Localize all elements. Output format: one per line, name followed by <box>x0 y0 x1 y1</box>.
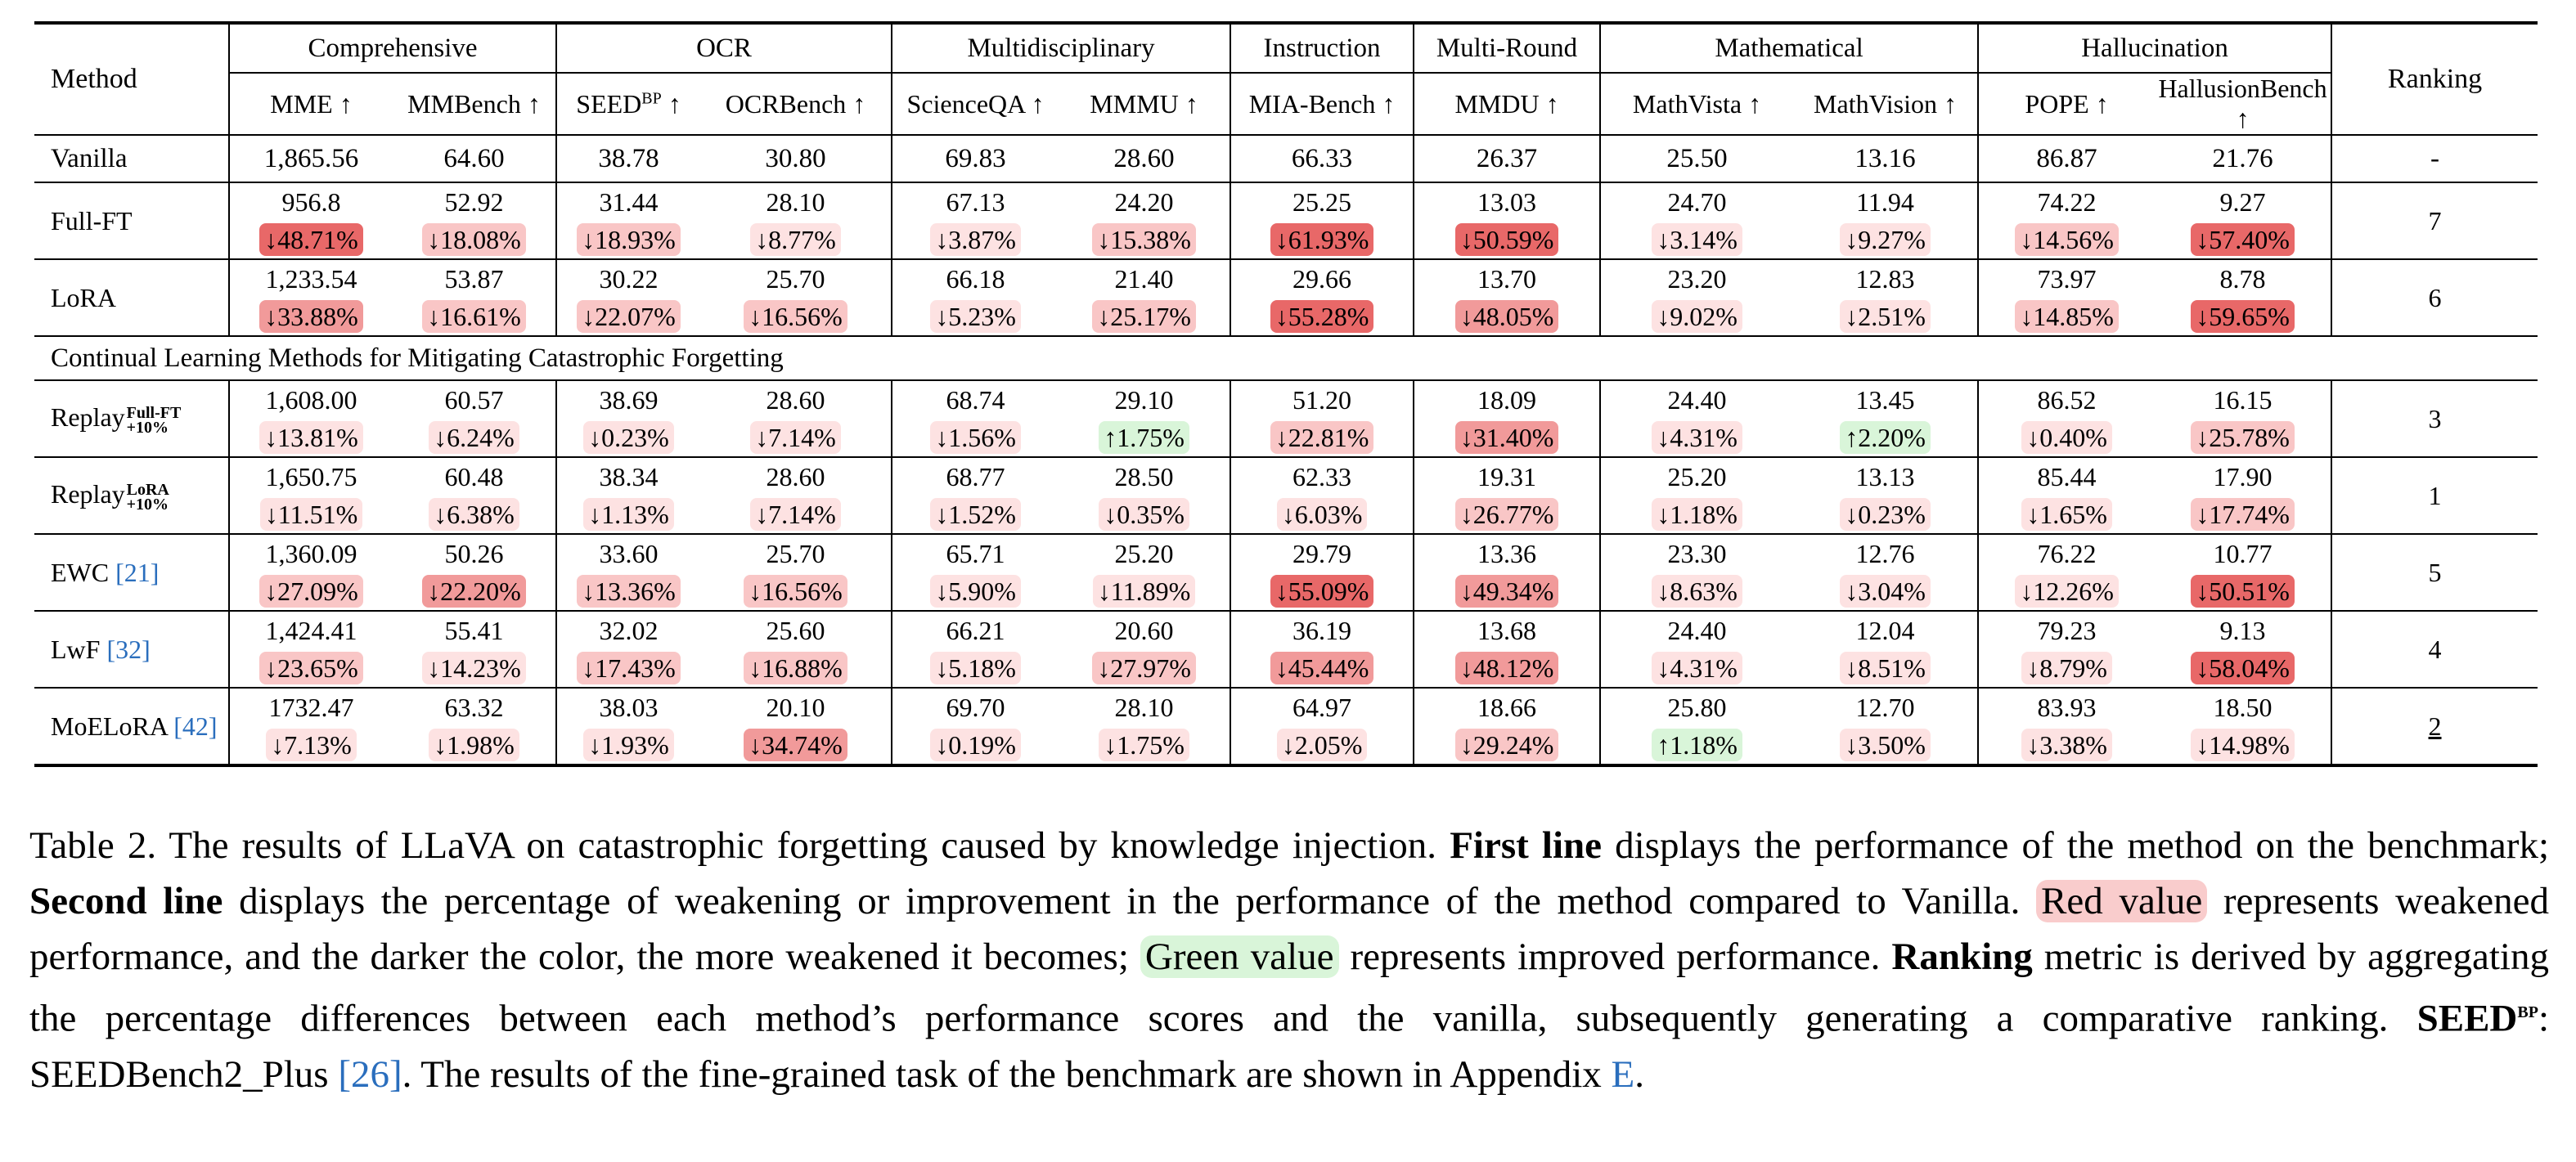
delta-badge: ↓13.36% <box>577 575 681 608</box>
value-cell: 65.71 ↓5.90% <box>892 534 1059 611</box>
bench-ocrbench: OCRBench ↑ <box>700 73 892 135</box>
delta-badge: ↑1.75% <box>1099 421 1189 454</box>
delta-badge: ↓7.14% <box>750 498 841 531</box>
delta-badge: ↓1.13% <box>583 498 674 531</box>
group-ocr: OCR <box>556 23 892 73</box>
delta-badge: ↑1.18% <box>1652 729 1742 761</box>
value-cell: 24.70 ↓3.14% <box>1600 182 1793 259</box>
value-cell: 63.32 ↓1.98% <box>393 688 556 765</box>
value-cell: 53.87 ↓16.61% <box>393 259 556 336</box>
delta-badge: ↓3.38% <box>2021 729 2112 761</box>
delta-badge: ↓50.59% <box>1455 223 1559 256</box>
method-name: Vanilla <box>34 135 229 182</box>
method-header: Method <box>34 23 229 135</box>
table-row <box>34 259 2538 336</box>
delta-badge: ↓1.93% <box>583 729 674 761</box>
delta-badge: ↓16.56% <box>744 300 847 333</box>
group-multidisciplinary: Multidisciplinary <box>892 23 1230 73</box>
ranking-cell: 3 <box>2331 380 2538 457</box>
delta-badge: ↓11.89% <box>1093 575 1195 608</box>
ranking-cell: 4 <box>2331 611 2538 688</box>
delta-badge: ↓11.51% <box>260 498 362 531</box>
value-cell: 30.22 ↓22.07% <box>556 259 700 336</box>
delta-badge: ↓6.24% <box>429 421 519 454</box>
value-cell: 66.33 <box>1230 135 1414 182</box>
delta-badge: ↓33.88% <box>259 300 363 333</box>
value-cell: 24.20 ↓15.38% <box>1059 182 1230 259</box>
ranking-cell: - <box>2331 135 2538 182</box>
value-cell: 21.76 <box>2155 135 2331 182</box>
delta-badge: ↓23.65% <box>259 652 363 684</box>
value-cell: 29.66 ↓55.28% <box>1230 259 1414 336</box>
value-cell: 60.48 ↓6.38% <box>393 457 556 534</box>
method-name: Replay Full-FT +10% <box>34 380 229 457</box>
value-cell: 18.09 ↓31.40% <box>1414 380 1600 457</box>
delta-badge: ↓16.61% <box>422 300 526 333</box>
value-cell: 1,865.56 <box>229 135 393 182</box>
value-cell: 28.60 ↓7.14% <box>700 380 892 457</box>
value-cell: 13.13 ↓0.23% <box>1793 457 1978 534</box>
delta-badge: ↓25.17% <box>1092 300 1196 333</box>
table-caption: Table 2. The results of LLaVA on catastrophic forgetting caused by knowledge injection. First line displays the performance of the method on the benchmark; Second line displays the percentage of weakening or improvement in the performance of the method compared to Vanilla. Red value represents weakened performance, and the darker the color, the more weakened it becomes; Green value represents improved performance. Ranking metric is derived by aggregating the percentage differences between each method’s performance scores and the vanilla, subsequently generating a comparative ranking. $SEED^{BP}$: SEEDBench2_Plus [26]. The results of the fine-grained task of the benchmark are shown in Appendix E. <box>29 824 2549 1096</box>
citation-link[interactable]: [26] <box>338 1052 402 1096</box>
delta-badge: ↓18.08% <box>422 223 526 256</box>
value-cell: 24.40 ↓4.31% <box>1600 611 1793 688</box>
value-cell: 83.93 ↓3.38% <box>1978 688 2155 765</box>
method-name: EWC [21] <box>34 534 229 611</box>
value-cell: 1,233.54 ↓33.88% <box>229 259 393 336</box>
method-citation[interactable]: [42] <box>173 711 218 741</box>
delta-badge: ↓0.35% <box>1099 498 1189 531</box>
delta-badge: ↓59.65% <box>2191 300 2295 333</box>
value-cell: 76.22 ↓12.26% <box>1978 534 2155 611</box>
delta-badge: ↑2.20% <box>1840 421 1931 454</box>
group-multi-round: Multi-Round <box>1414 23 1600 73</box>
value-cell: 18.66 ↓29.24% <box>1414 688 1600 765</box>
delta-badge: ↓1.75% <box>1099 729 1189 761</box>
delta-badge: ↓14.85% <box>2015 300 2119 333</box>
value-cell: 69.83 <box>892 135 1059 182</box>
value-cell: 25.50 <box>1600 135 1793 182</box>
value-cell: 79.23 ↓8.79% <box>1978 611 2155 688</box>
delta-badge: ↓0.23% <box>583 421 674 454</box>
delta-badge: ↓5.18% <box>930 652 1021 684</box>
delta-badge: ↓12.26% <box>2015 575 2119 608</box>
ranking-cell: 1 <box>2331 457 2538 534</box>
value-cell: 1732.47 ↓7.13% <box>229 688 393 765</box>
delta-badge: ↓55.09% <box>1270 575 1374 608</box>
delta-badge: ↓8.79% <box>2021 652 2112 684</box>
delta-badge: ↓7.14% <box>750 421 841 454</box>
value-cell: 38.69 ↓0.23% <box>556 380 700 457</box>
value-cell: 51.20 ↓22.81% <box>1230 380 1414 457</box>
delta-badge: ↓1.56% <box>930 421 1021 454</box>
delta-badge: ↓22.07% <box>577 300 681 333</box>
value-cell: 25.25 ↓61.93% <box>1230 182 1414 259</box>
delta-badge: ↓58.04% <box>2191 652 2295 684</box>
value-cell: 1,650.75 ↓11.51% <box>229 457 393 534</box>
value-cell: 11.94 ↓9.27% <box>1793 182 1978 259</box>
value-cell: 10.77 ↓50.51% <box>2155 534 2331 611</box>
delta-badge: ↓22.81% <box>1270 421 1374 454</box>
bench-mmbench: MMBench ↑ <box>393 73 556 135</box>
delta-badge: ↓49.34% <box>1455 575 1559 608</box>
value-cell: 13.45 ↑2.20% <box>1793 380 1978 457</box>
delta-badge: ↓18.93% <box>577 223 681 256</box>
bench-mia: MIA-Bench ↑ <box>1230 73 1414 135</box>
delta-badge: ↓7.13% <box>266 729 357 761</box>
delta-badge: ↓9.27% <box>1840 223 1931 256</box>
value-cell: 24.40 ↓4.31% <box>1600 380 1793 457</box>
value-cell: 66.21 ↓5.18% <box>892 611 1059 688</box>
value-cell: 60.57 ↓6.24% <box>393 380 556 457</box>
group-instruction: Instruction <box>1230 23 1414 73</box>
table-row <box>34 688 2538 765</box>
bench-hallusionbench: HallusionBench ↑ <box>2155 73 2331 135</box>
value-cell: 9.13 ↓58.04% <box>2155 611 2331 688</box>
delta-badge: ↓27.97% <box>1092 652 1196 684</box>
delta-badge: ↓45.44% <box>1270 652 1374 684</box>
value-cell: 68.77 ↓1.52% <box>892 457 1059 534</box>
delta-badge: ↓15.38% <box>1092 223 1196 256</box>
method-citation[interactable]: [32] <box>106 634 151 664</box>
delta-badge: ↓50.51% <box>2191 575 2295 608</box>
bench-mathvision: MathVision ↑ <box>1793 73 1978 135</box>
delta-badge: ↓6.03% <box>1277 498 1368 531</box>
ranking-cell: 6 <box>2331 259 2538 336</box>
table-row <box>34 135 2538 182</box>
value-cell: 55.41 ↓14.23% <box>393 611 556 688</box>
bench-pope: POPE ↑ <box>2025 88 2109 119</box>
value-cell: 86.87 <box>1978 135 2155 182</box>
delta-badge: ↓3.04% <box>1840 575 1931 608</box>
method-name: Replay LoRA +10% <box>34 457 229 534</box>
ranking-cell: 7 <box>2331 182 2538 259</box>
delta-badge: ↓6.38% <box>429 498 519 531</box>
delta-badge: ↓13.81% <box>259 421 363 454</box>
value-cell: 956.8 ↓48.71% <box>229 182 393 259</box>
delta-badge: ↓25.78% <box>2191 421 2295 454</box>
value-cell: 13.68 ↓48.12% <box>1414 611 1600 688</box>
delta-badge: ↓0.23% <box>1840 498 1931 531</box>
delta-badge: ↓22.20% <box>422 575 526 608</box>
delta-badge: ↓4.31% <box>1652 421 1742 454</box>
value-cell: 33.60 ↓13.36% <box>556 534 700 611</box>
value-cell: 67.13 ↓3.87% <box>892 182 1059 259</box>
value-cell: 13.03 ↓50.59% <box>1414 182 1600 259</box>
value-cell: 1,424.41 ↓23.65% <box>229 611 393 688</box>
value-cell: 25.60 ↓16.88% <box>700 611 892 688</box>
value-cell: 68.74 ↓1.56% <box>892 380 1059 457</box>
value-cell: 9.27 ↓57.40% <box>2155 182 2331 259</box>
value-cell: 16.15 ↓25.78% <box>2155 380 2331 457</box>
bench-mmmu: MMMU ↑ <box>1059 73 1230 135</box>
delta-badge: ↓3.87% <box>930 223 1021 256</box>
value-cell: 28.10 ↓1.75% <box>1059 688 1230 765</box>
bench-scienceqa: ScienceQA ↑ <box>906 88 1045 119</box>
value-cell: 30.80 <box>700 135 892 182</box>
red-value-legend: Red value <box>2036 880 2207 922</box>
value-cell: 85.44 ↓1.65% <box>1978 457 2155 534</box>
value-cell: 23.30 ↓8.63% <box>1600 534 1793 611</box>
value-cell: 13.36 ↓49.34% <box>1414 534 1600 611</box>
value-cell: 13.70 ↓48.05% <box>1414 259 1600 336</box>
method-name: LwF [32] <box>34 611 229 688</box>
ranking-cell: 2 <box>2331 688 2538 765</box>
delta-badge: ↓48.12% <box>1455 652 1559 684</box>
value-cell: 38.34 ↓1.13% <box>556 457 700 534</box>
value-cell: 25.70 ↓16.56% <box>700 259 892 336</box>
delta-badge: ↓34.74% <box>744 729 847 761</box>
table-row <box>34 182 2538 259</box>
delta-badge: ↓17.74% <box>2191 498 2295 531</box>
value-cell: 28.60 <box>1059 135 1230 182</box>
delta-badge: ↓14.98% <box>2191 729 2295 761</box>
table-row <box>34 380 2538 457</box>
value-cell: 32.02 ↓17.43% <box>556 611 700 688</box>
value-cell: 25.20 ↓11.89% <box>1059 534 1230 611</box>
value-cell: 25.20 ↓1.18% <box>1600 457 1793 534</box>
delta-badge: ↓26.77% <box>1455 498 1559 531</box>
method-name: MoELoRA [42] <box>34 688 229 765</box>
value-cell: 73.97 ↓14.85% <box>1978 259 2155 336</box>
table-row <box>34 534 2538 611</box>
value-cell: 28.60 ↓7.14% <box>700 457 892 534</box>
delta-badge: ↓48.05% <box>1455 300 1559 333</box>
bench-mme: MME ↑ <box>270 88 353 119</box>
value-cell: 50.26 ↓22.20% <box>393 534 556 611</box>
value-cell: 21.40 ↓25.17% <box>1059 259 1230 336</box>
value-cell: 12.83 ↓2.51% <box>1793 259 1978 336</box>
value-cell: 18.50 ↓14.98% <box>2155 688 2331 765</box>
delta-badge: ↓16.88% <box>744 652 847 684</box>
value-cell: 25.70 ↓16.56% <box>700 534 892 611</box>
bench-mmdu: MMDU ↑ <box>1414 73 1600 135</box>
bench-seed: $SEED^{BP}$ ↑ <box>576 88 681 119</box>
value-cell: 31.44 ↓18.93% <box>556 182 700 259</box>
delta-badge: ↓8.63% <box>1652 575 1742 608</box>
table-row <box>34 457 2538 534</box>
value-cell: 20.10 ↓34.74% <box>700 688 892 765</box>
delta-badge: ↓31.40% <box>1455 421 1559 454</box>
delta-badge: ↓17.43% <box>577 652 681 684</box>
value-cell: 17.90 ↓17.74% <box>2155 457 2331 534</box>
method-name: LoRA <box>34 259 229 336</box>
appendix-link[interactable]: E <box>1611 1052 1635 1096</box>
delta-badge: ↓9.02% <box>1652 300 1742 333</box>
delta-badge: ↓48.71% <box>259 223 363 256</box>
value-cell: 13.16 <box>1793 135 1978 182</box>
ranking-header: Ranking <box>2331 23 2538 135</box>
green-value-legend: Green value <box>1140 935 1339 978</box>
delta-badge: ↓1.18% <box>1652 498 1742 531</box>
group-mathematical: Mathematical <box>1600 23 1978 73</box>
results-table <box>34 21 2538 767</box>
section-row <box>34 336 2538 380</box>
value-cell: 64.60 <box>393 135 556 182</box>
value-cell: 69.70 ↓0.19% <box>892 688 1059 765</box>
value-cell: 66.18 ↓5.23% <box>892 259 1059 336</box>
value-cell: 1,360.09 ↓27.09% <box>229 534 393 611</box>
value-cell: 29.79 ↓55.09% <box>1230 534 1414 611</box>
value-cell: 36.19 ↓45.44% <box>1230 611 1414 688</box>
value-cell: 38.78 <box>556 135 700 182</box>
table-row <box>34 611 2538 688</box>
delta-badge: ↓0.40% <box>2021 421 2112 454</box>
method-name: Full-FT <box>34 182 229 259</box>
value-cell: 64.97 ↓2.05% <box>1230 688 1414 765</box>
delta-badge: ↓16.56% <box>744 575 847 608</box>
delta-badge: ↓2.51% <box>1840 300 1931 333</box>
value-cell: 1,608.00 ↓13.81% <box>229 380 393 457</box>
method-citation[interactable]: [21] <box>115 557 160 587</box>
value-cell: 12.04 ↓8.51% <box>1793 611 1978 688</box>
group-hallucination: Hallucination <box>1978 23 2331 73</box>
delta-badge: ↓0.19% <box>930 729 1021 761</box>
delta-badge: ↓3.50% <box>1840 729 1931 761</box>
value-cell: 25.80 ↑1.18% <box>1600 688 1793 765</box>
delta-badge: ↓4.31% <box>1652 652 1742 684</box>
value-cell: 62.33 ↓6.03% <box>1230 457 1414 534</box>
section-title: Continual Learning Methods for Mitigating Catastrophic Forgetting <box>34 336 2538 380</box>
delta-badge: ↓2.05% <box>1277 729 1368 761</box>
value-cell: 26.37 <box>1414 135 1600 182</box>
value-cell: 12.76 ↓3.04% <box>1793 534 1978 611</box>
group-comprehensive: Comprehensive <box>229 23 556 73</box>
delta-badge: ↓1.52% <box>930 498 1021 531</box>
value-cell: 74.22 ↓14.56% <box>1978 182 2155 259</box>
value-cell: 8.78 ↓59.65% <box>2155 259 2331 336</box>
delta-badge: ↓27.09% <box>259 575 363 608</box>
delta-badge: ↓14.23% <box>422 652 526 684</box>
bench-mathvista: MathVista ↑ <box>1632 88 1762 119</box>
delta-badge: ↓3.14% <box>1652 223 1742 256</box>
value-cell: 28.10 ↓8.77% <box>700 182 892 259</box>
value-cell: 86.52 ↓0.40% <box>1978 380 2155 457</box>
delta-badge: ↓5.90% <box>930 575 1021 608</box>
value-cell: 52.92 ↓18.08% <box>393 182 556 259</box>
delta-badge: ↓14.56% <box>2015 223 2119 256</box>
value-cell: 19.31 ↓26.77% <box>1414 457 1600 534</box>
delta-badge: ↓8.77% <box>750 223 841 256</box>
value-cell: 28.50 ↓0.35% <box>1059 457 1230 534</box>
value-cell: 23.20 ↓9.02% <box>1600 259 1793 336</box>
delta-badge: ↓61.93% <box>1270 223 1374 256</box>
delta-badge: ↓55.28% <box>1270 300 1374 333</box>
value-cell: 29.10 ↑1.75% <box>1059 380 1230 457</box>
delta-badge: ↓5.23% <box>930 300 1021 333</box>
value-cell: 12.70 ↓3.50% <box>1793 688 1978 765</box>
delta-badge: ↓57.40% <box>2191 223 2295 256</box>
delta-badge: ↓8.51% <box>1840 652 1931 684</box>
delta-badge: ↓1.65% <box>2021 498 2112 531</box>
ranking-cell: 5 <box>2331 534 2538 611</box>
value-cell: 20.60 ↓27.97% <box>1059 611 1230 688</box>
delta-badge: ↓1.98% <box>429 729 519 761</box>
value-cell: 38.03 ↓1.93% <box>556 688 700 765</box>
delta-badge: ↓29.24% <box>1455 729 1559 761</box>
